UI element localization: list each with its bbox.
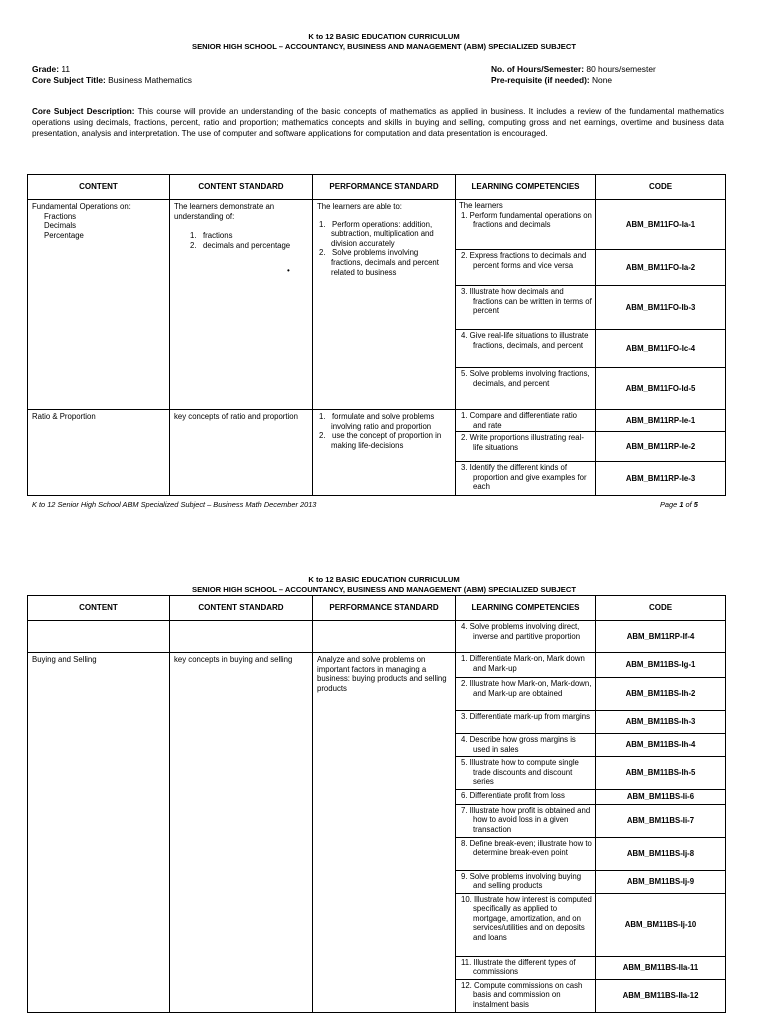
- competency-text: 4. Solve problems involving direct, inverse and partitive proportion: [461, 622, 581, 641]
- competency-text: 9. Solve problems involving buying and selling products: [461, 871, 582, 891]
- code-cell: ABM_BM11FO-Ib-3: [596, 286, 726, 330]
- code-cell: ABM_BM11BS-Ij-9: [596, 870, 726, 893]
- competency-text: 3. Differentiate mark-up from margins: [461, 712, 590, 721]
- standard-intro: The learners demonstrate an understanding of:: [174, 202, 275, 221]
- competency-text: 12. Compute commissions on cash basis and commission on instalment basis: [461, 980, 583, 1009]
- code-cell: ABM_BM11BS-Ig-1: [596, 653, 726, 678]
- competency-cell: [456, 837, 596, 870]
- competency-cell: [456, 200, 596, 250]
- competency-text: 2. Express fractions to decimals and percent forms and vice versa: [461, 251, 587, 270]
- description-label: Core Subject Description:: [32, 107, 135, 116]
- content-cell: [28, 200, 170, 410]
- grade-label: Grade:: [32, 64, 59, 74]
- competency-cell: [456, 286, 596, 330]
- header-line-2: SENIOR HIGH SCHOOL – ACCOUNTANCY, BUSINESS AND MANAGEMENT (ABM) SPECIALIZED SUBJECT: [192, 585, 576, 594]
- code-cell: ABM_BM11BS-Ij-10: [596, 893, 726, 956]
- performance-standard-cell: [313, 410, 456, 496]
- competency-cell: [456, 804, 596, 837]
- col-learning-competencies: LEARNING COMPETENCIES: [456, 175, 596, 200]
- competency-cell: [456, 330, 596, 368]
- code-cell: ABM_BM11FO-Id-5: [596, 368, 726, 410]
- code-cell: ABM_BM11RP-If-4: [596, 621, 726, 653]
- competency-cell: [456, 979, 596, 1012]
- col-content-standard: CONTENT STANDARD: [170, 175, 313, 200]
- curriculum-header: [0, 32, 768, 52]
- table-row: [28, 410, 726, 432]
- performance-standard-cell: [313, 621, 456, 653]
- hours-label: No. of Hours/Semester:: [491, 64, 585, 74]
- page-total: 5: [693, 500, 698, 509]
- header-line-2: SENIOR HIGH SCHOOL – ACCOUNTANCY, BUSINESS AND MANAGEMENT (ABM) SPECIALIZED SUBJECT: [192, 42, 576, 51]
- competency-text: 8. Define break-even; illustrate how to determine break-even point: [461, 838, 592, 858]
- performance-item: 2. use the concept of proportion in making life-decisions: [319, 431, 442, 450]
- content-standard-cell: [170, 621, 313, 653]
- standard-item: 1. fractions: [190, 231, 233, 241]
- subject-title-label: Core Subject Title:: [32, 75, 106, 85]
- competency-cell: [456, 757, 596, 790]
- content-cell: [28, 621, 170, 653]
- prerequisite-line: [491, 74, 612, 86]
- table-row: [28, 200, 726, 250]
- prerequisite-value: None: [591, 75, 613, 85]
- col-content: CONTENT: [28, 175, 170, 200]
- performance-item: 2. Solve problems involving fractions, decimals and percent related to business: [319, 248, 439, 277]
- performance-item: 1. Perform operations: addition, subtraction, multiplication and division accurately: [319, 219, 434, 248]
- competencies-intro: The learners: [459, 201, 503, 210]
- page-of: of: [683, 500, 694, 509]
- prerequisite-label: Pre-requisite (if needed):: [491, 75, 590, 85]
- page-current: 1: [679, 500, 684, 509]
- code-cell: ABM_BM11RP-Ie-2: [596, 432, 726, 462]
- subject-title-line: [32, 74, 192, 86]
- code-cell: ABM_BM11RP-Ie-3: [596, 462, 726, 496]
- footer-text: K to 12 Senior High School ABM Specialized Subject – Business Math December 2013: [32, 500, 317, 509]
- competency-cell: [456, 368, 596, 410]
- competency-cell: [456, 893, 596, 956]
- code-cell: ABM_BM11BS-Ih-2: [596, 678, 726, 711]
- performance-standard-cell: [313, 200, 456, 410]
- competency-text: 11. Illustrate the different types of commissions: [461, 957, 576, 977]
- table-header-row: [28, 596, 726, 621]
- standard-item: 2. decimals and percentage: [190, 240, 291, 250]
- code-cell: ABM_BM11FO-Ia-1: [596, 200, 726, 250]
- document-page-2: [0, 540, 768, 1024]
- content-item: Fractions: [44, 211, 77, 221]
- performance-intro: The learners are able to:: [317, 202, 402, 211]
- competency-text: 2. Illustrate how Mark-on, Mark-down, and Mark-up are obtained: [461, 679, 592, 698]
- competency-cell: [456, 790, 596, 805]
- code-cell: ABM_BM11RP-Ie-1: [596, 410, 726, 432]
- content-cell: Buying and Selling: [28, 653, 170, 1013]
- performance-standard-cell: Analyze and solve problems on important factors in managing a business: buying products and selling products: [313, 653, 456, 1013]
- competency-text: 1. Perform fundamental operations on fractions and decimals: [461, 210, 592, 230]
- content-item: Percentage: [44, 230, 84, 240]
- competency-cell: [456, 653, 596, 678]
- grade-value: 11: [61, 64, 71, 74]
- competency-cell: [456, 432, 596, 462]
- col-content: CONTENT: [28, 596, 170, 621]
- col-learning-competencies: LEARNING COMPETENCIES: [456, 596, 596, 621]
- header-line-1: K to 12 BASIC EDUCATION CURRICULUM: [308, 575, 460, 584]
- competency-cell: [456, 678, 596, 711]
- header-line-1: K to 12 BASIC EDUCATION CURRICULUM: [308, 32, 460, 41]
- col-code: CODE: [596, 596, 726, 621]
- code-cell: ABM_BM11BS-IIa-12: [596, 979, 726, 1012]
- page-number: [660, 500, 698, 509]
- competency-text: 1. Compare and differentiate ratio and rate: [461, 411, 578, 430]
- code-cell: ABM_BM11FO-Ia-2: [596, 250, 726, 286]
- competency-cell: [456, 734, 596, 757]
- competency-cell: [456, 870, 596, 893]
- code-cell: ABM_BM11FO-Ic-4: [596, 330, 726, 368]
- content-standard-cell: key concepts in buying and selling: [170, 653, 313, 1013]
- competency-text: 7. Illustrate how profit is obtained and how to avoid loss in a given transaction: [461, 805, 591, 834]
- content-cell: Ratio & Proportion: [28, 410, 170, 496]
- code-cell: ABM_BM11BS-Ih-4: [596, 734, 726, 757]
- competency-text: 6. Differentiate profit from loss: [461, 791, 565, 800]
- description-text: This course will provide an understanding of the basic concepts of mathematics as applied in business. It includes a review of the fundamental mathematics operations using decimals, fractions, percent, ratio and proportion; mathematics concepts and skills in buying and selling, computing gross and net earnings, overtime and business data presentation, analysis and interpretation. The use of computer and software applications for computation and data presentation is encouraged.: [32, 107, 724, 138]
- code-cell: ABM_BM11BS-Ii-6: [596, 790, 726, 805]
- competency-cell: [456, 410, 596, 432]
- col-performance-standard: PERFORMANCE STANDARD: [313, 175, 456, 200]
- performance-item: 1. formulate and solve problems involving ratio and proportion: [319, 412, 435, 431]
- content-standard-cell: key concepts of ratio and proportion: [170, 410, 313, 496]
- curriculum-table-2: [27, 595, 726, 1013]
- table-row: [28, 621, 726, 653]
- page-prefix: Page: [660, 500, 680, 509]
- code-cell: ABM_BM11BS-Ii-7: [596, 804, 726, 837]
- content-item: Decimals: [44, 221, 77, 231]
- competency-text: 5. Illustrate how to compute single trade discounts and discount series: [461, 758, 579, 787]
- code-cell: ABM_BM11BS-Ih-5: [596, 757, 726, 790]
- competency-cell: [456, 621, 596, 653]
- competency-cell: [456, 711, 596, 734]
- subject-title-value: Business Mathematics: [108, 75, 192, 85]
- competency-text: 3. Illustrate how decimals and fractions can be written in terms of percent: [461, 287, 592, 316]
- competency-text: 10. Illustrate how interest is computed specifically as applied to mortgage, amortization, and on services/utilities and on deposits and loans: [461, 894, 592, 942]
- col-performance-standard: PERFORMANCE STANDARD: [313, 596, 456, 621]
- subject-description: [32, 106, 724, 139]
- curriculum-header: [0, 575, 768, 595]
- competency-text: 1. Differentiate Mark-on, Mark down and Mark-up: [461, 654, 585, 673]
- competency-text: 4. Give real-life situations to illustrate fractions, decimals, and percent: [461, 331, 589, 350]
- stray-bullet: •: [287, 266, 290, 275]
- col-content-standard: CONTENT STANDARD: [170, 596, 313, 621]
- competency-text: 4. Describe how gross margins is used in sales: [461, 735, 576, 754]
- table-header-row: [28, 175, 726, 200]
- code-cell: ABM_BM11BS-Ih-3: [596, 711, 726, 734]
- competency-cell: [456, 462, 596, 496]
- content-title: Fundamental Operations on:: [32, 202, 131, 211]
- competency-text: 2. Write proportions illustrating real-life situations: [461, 433, 584, 452]
- code-cell: ABM_BM11BS-IIa-11: [596, 956, 726, 979]
- curriculum-table-1: [27, 174, 726, 496]
- col-code: CODE: [596, 175, 726, 200]
- competency-cell: [456, 250, 596, 286]
- code-cell: ABM_BM11BS-Ij-8: [596, 837, 726, 870]
- competency-text: 5. Solve problems involving fractions, decimals, and percent: [461, 369, 590, 388]
- table-row: [28, 653, 726, 678]
- content-standard-cell: [170, 200, 313, 410]
- competency-text: 3. Identify the different kinds of proportion and give examples for each: [461, 463, 587, 492]
- competency-cell: [456, 956, 596, 979]
- hours-value: 80 hours/semester: [586, 64, 656, 74]
